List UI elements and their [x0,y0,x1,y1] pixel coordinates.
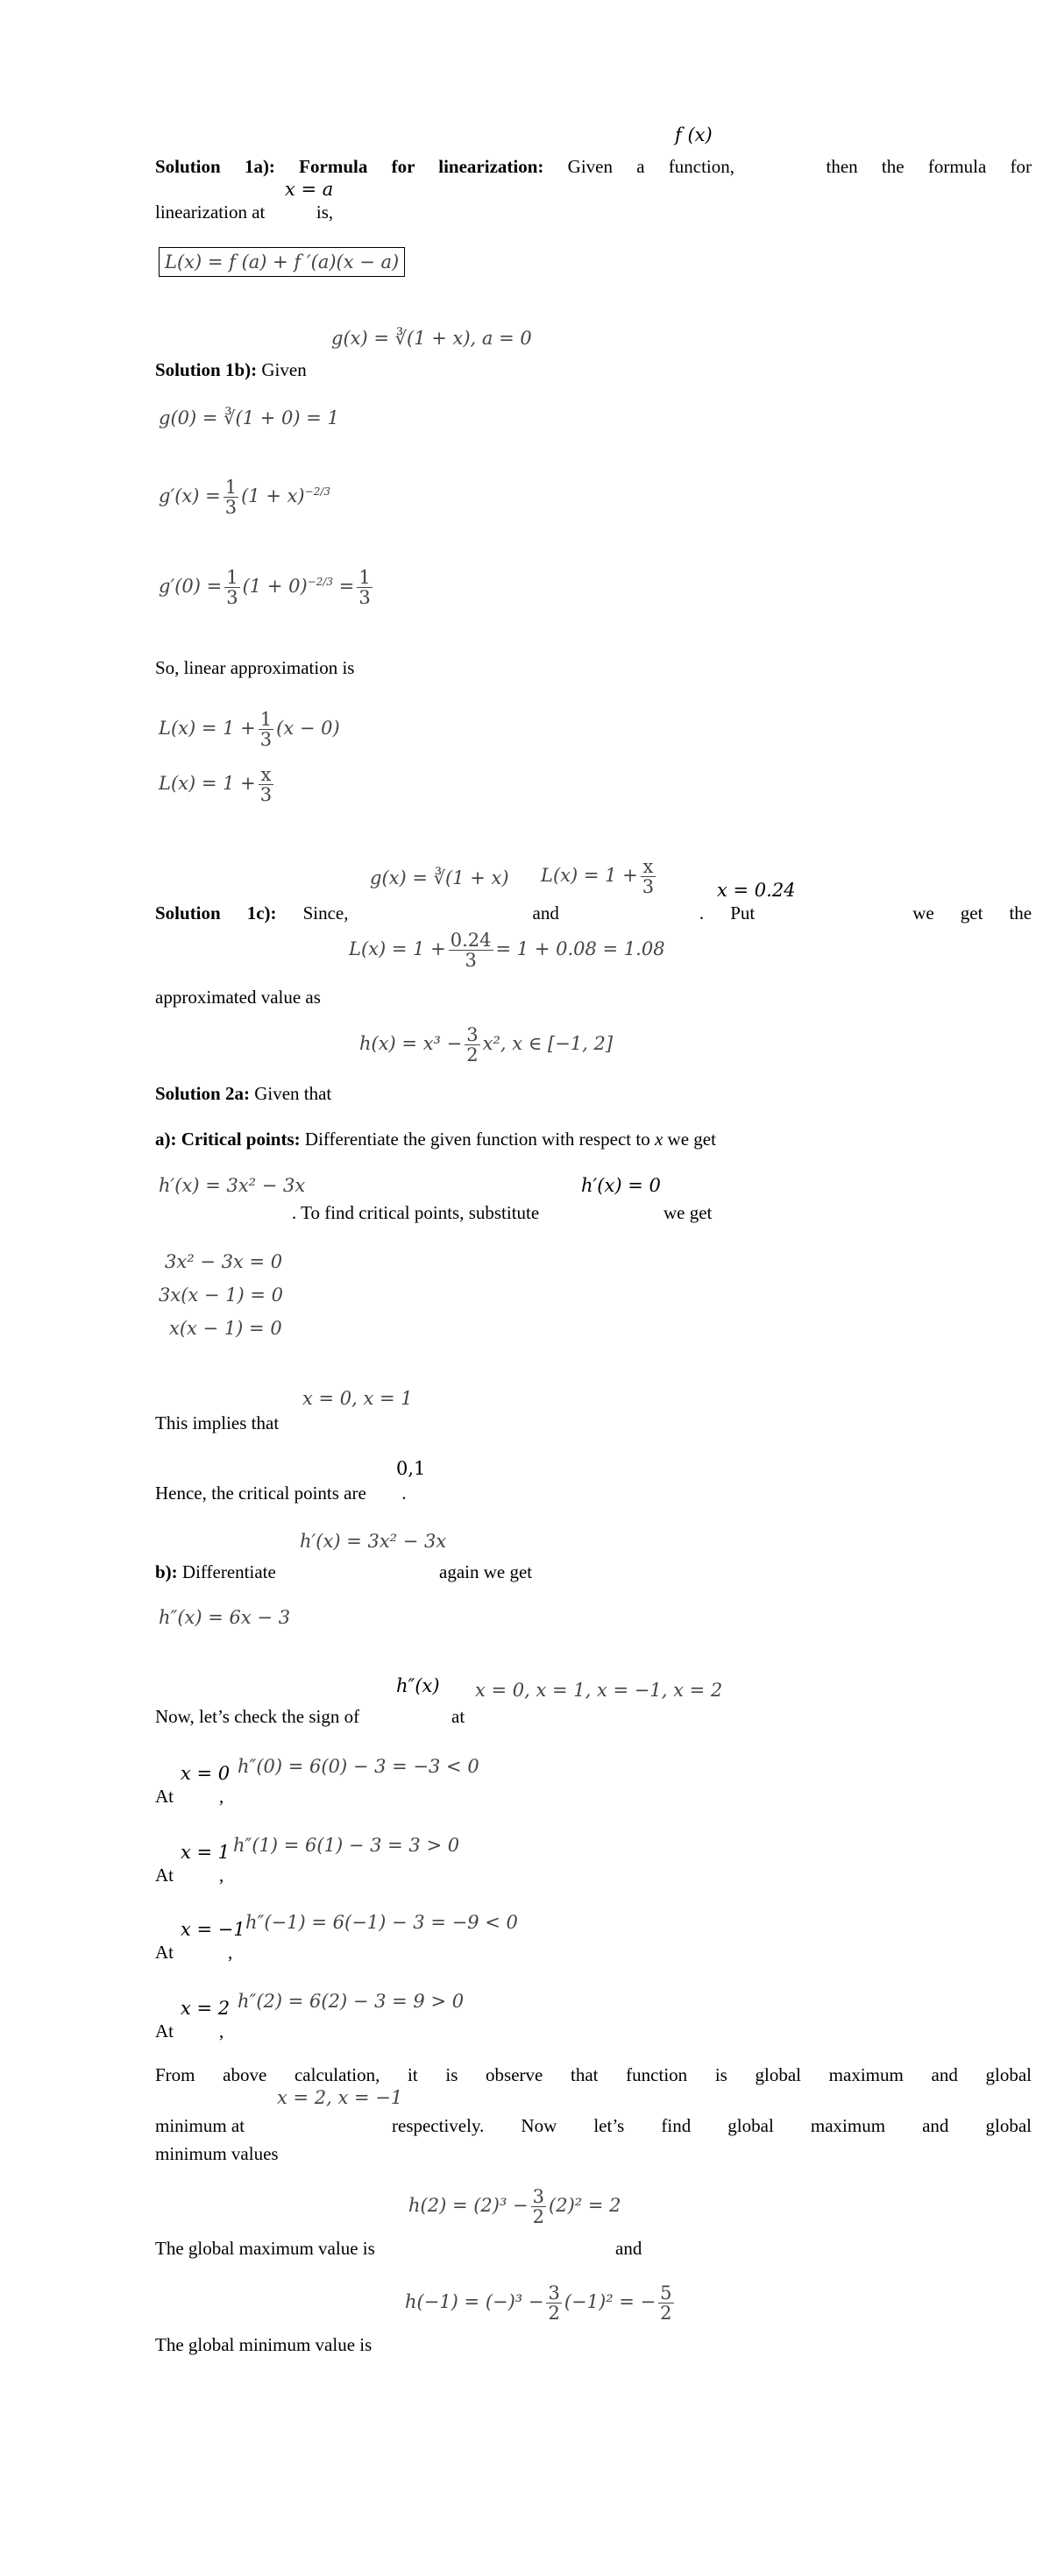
check-points: x = 0, x = 1, x = −1, x = 2 [475,1680,723,1701]
s1c-calc [349,931,665,970]
case-x: x = −1 [181,1919,245,1940]
hence-text: Hence, the critical points are [155,1483,366,1504]
s1c-approx: approximated value as [155,987,321,1008]
eq2: 3x(x − 1) = 0 [159,1284,284,1306]
critical-points-x: x [654,1129,663,1150]
h-rest: x², x ∈ [−1, 2] [482,1033,614,1055]
frac-den: 3 [226,587,238,609]
case-at-line [155,1786,224,1808]
s1a-heading: Solution 1a): Formula for linearization: [155,156,544,177]
critical-points-heading: a): Critical points: [155,1129,301,1150]
max-lhs: h(2) = (2)³ − [408,2195,529,2217]
global-max-text: The global maximum value is [155,2238,375,2259]
critical-points-line [155,1129,716,1150]
minimum-at: minimum at [155,2115,245,2136]
case-at: At [155,2020,174,2042]
x-equals-a: x = a [285,179,334,200]
hdd-label: h″(x) [396,1675,440,1696]
find-critical-text: . To find critical points, substitute [292,1202,540,1223]
hence-line [155,1483,407,1504]
s1a-linearization-at: linearization at [155,202,266,223]
implies-text: This implies that [155,1412,280,1433]
frac-num: 0.24 [450,930,492,951]
linear-approx-text: So, linear approximation is [155,657,355,678]
one-third-fraction [259,710,273,749]
s2b-diff: Differentiate [181,1561,276,1582]
s1c-calc-rest: = 1 + 0.08 = 1.08 [495,938,665,960]
hence-period: . [401,1483,407,1504]
three-halves-fraction [465,1025,479,1065]
s1c-heading: Solution 1c): [155,902,277,924]
gprime-rest: (1 + x) [241,485,305,507]
frac-den: 3 [259,729,273,751]
gprime-equation [159,478,330,517]
s2b-again: again we get [439,1561,533,1582]
critical-points-value: 0,1 [396,1458,426,1479]
case-at-line [155,1865,224,1886]
frac-den: 3 [259,784,273,806]
h-lhs: h(x) = x³ − [359,1033,463,1055]
gprime0-eq: = [338,576,355,598]
s1c-weget: we get the [912,902,1032,924]
gprime-exp: −2/3 [304,485,331,499]
s1c-line [155,902,1032,924]
h-double-prime: h″(x) = 6x − 3 [159,1607,291,1628]
frac-den: 3 [642,876,655,898]
s1b-given: Given [261,359,307,380]
x-024: x = 0.24 [717,880,796,901]
xvals: x = 2, x = −1 [277,2087,403,2108]
one-third-fraction [224,478,238,517]
s2b-hprime: h′(x) = 3x² − 3x [300,1531,447,1552]
g0-equation: g(0) = ∛(1 + 0) = 1 [159,407,339,428]
s1c-g: g(x) = ∛(1 + x) [370,867,509,888]
one-third-fraction [357,568,372,607]
frac-num: 3 [466,1024,479,1045]
s1c-since: Since, [302,902,349,924]
x-third-fraction [641,857,656,896]
gprime0-lhs: g′(0) = [159,576,223,598]
find-critical-weget: we get [663,1202,713,1223]
case-calc: h″(2) = 6(2) − 3 = 9 > 0 [238,1991,465,2012]
global-min-text: The global minimum value is [155,2334,372,2355]
gprime0-exp: −2/3 [307,576,334,589]
case-calc: h″(0) = 6(0) − 3 = −3 < 0 [238,1756,479,1777]
L1-rest: (x − 0) [276,718,340,740]
frac-den: 3 [465,950,477,972]
gprime-lhs: g′(x) = [159,485,221,507]
s1c-put: . Put [699,902,756,924]
frac-den: 2 [548,2303,560,2325]
max-rest: (2)² = 2 [549,2195,621,2217]
min-rest: (−1)² = − [564,2291,656,2313]
L2-lhs: L(x) = 1 + [159,773,256,795]
frac-num: x [641,857,656,877]
frac-den: 3 [358,587,371,609]
L1-equation [159,710,340,749]
case-at: At [155,1865,174,1886]
case-calc: h″(−1) = 6(−1) − 3 = −9 < 0 [245,1912,518,1933]
s1c-calc-lhs: L(x) = 1 + [349,938,446,960]
frac-den: 2 [466,1044,479,1066]
critical-points-weget: we get [667,1129,716,1150]
check-at: at [451,1706,465,1727]
s1c-and: and [532,902,559,924]
gprime0-rest: (1 + 0) [242,576,308,598]
frac-num: 3 [548,2282,560,2304]
frac-num: 1 [224,477,238,498]
eq3: x(x − 1) = 0 [169,1318,282,1339]
five-halves-fraction [658,2283,673,2323]
s1b-given-math: g(x) = ∛(1 + x), a = 0 [331,328,532,349]
case-comma: , [219,1786,224,1807]
case-at-line [155,1942,232,1964]
L2-equation [159,765,276,804]
s1a-text2: then the formula for [826,156,1032,177]
solutions: x = 0, x = 1 [302,1388,413,1409]
hprime-zero: h′(x) = 0 [581,1175,661,1196]
s2a-heading: Solution 2a: [155,1083,250,1104]
h-definition [359,1025,613,1065]
min-lhs: h(−1) = (−)³ − [405,2291,544,2313]
case-x: x = 1 [181,1842,231,1863]
s1a-text1: Given a function, [567,156,735,177]
frac-den: 2 [660,2303,672,2325]
s2b-line [155,1561,276,1583]
case-at-line [155,2020,224,2042]
L1-lhs: L(x) = 1 + [159,718,256,740]
s1a-line1 [155,156,1032,178]
frac-den: 3 [224,497,238,519]
s1b-heading: Solution 1b): [155,359,258,380]
frac-den: 2 [532,2206,545,2228]
s1b-heading-line [155,359,307,381]
frac-num: 1 [226,567,238,588]
case-x: x = 0 [181,1763,231,1784]
frac-num: 1 [358,567,371,588]
case-comma: , [219,2020,224,2042]
s2b-heading: b): [155,1561,178,1582]
three-halves-fraction [546,2283,561,2323]
frac-num: 5 [660,2282,672,2304]
three-halves-fraction [531,2187,546,2226]
s1a-line2 [155,202,333,223]
s1a-is: is, [316,202,334,223]
max-calc [408,2187,621,2226]
s1c-L-lhs: L(x) = 1 + [541,865,638,887]
check-sign-text: Now, let’s check the sign of [155,1706,360,1727]
frac-num: 3 [532,2186,545,2207]
s1c-L [541,857,658,896]
hprime-equation: h′(x) = 3x² − 3x [159,1175,306,1196]
minimum-values: minimum values [155,2143,279,2164]
x-third-fraction [259,765,273,804]
calc-fraction [449,931,493,970]
frac-num: 1 [259,709,273,730]
case-at: At [155,1786,174,1807]
linearization-formula: L(x) = f (a) + f ′(a)(x − a) [159,247,405,277]
s2a-given: Given that [254,1083,332,1104]
gprime0-equation [159,568,375,607]
case-x: x = 2 [181,1998,231,2019]
frac-num: x [259,765,273,785]
one-third-fraction [224,568,239,607]
case-at: At [155,1942,174,1963]
case-comma: , [228,1942,233,1963]
eq1: 3x² − 3x = 0 [165,1251,283,1272]
critical-points-text: Differentiate the given function with respect to [304,1129,650,1150]
global-max-and: and [615,2238,642,2259]
respectively-text: respectively. Now let’s find global maximum and global [392,2115,1032,2136]
fx-label: f (x) [675,124,713,145]
from-above-text: From above calculation, it is observe that function is global maximum and global [155,2064,1032,2085]
s2a-heading-line [155,1083,331,1105]
case-calc: h″(1) = 6(1) − 3 = 3 > 0 [233,1835,460,1856]
min-calc [405,2283,677,2323]
case-comma: , [219,1865,224,1886]
